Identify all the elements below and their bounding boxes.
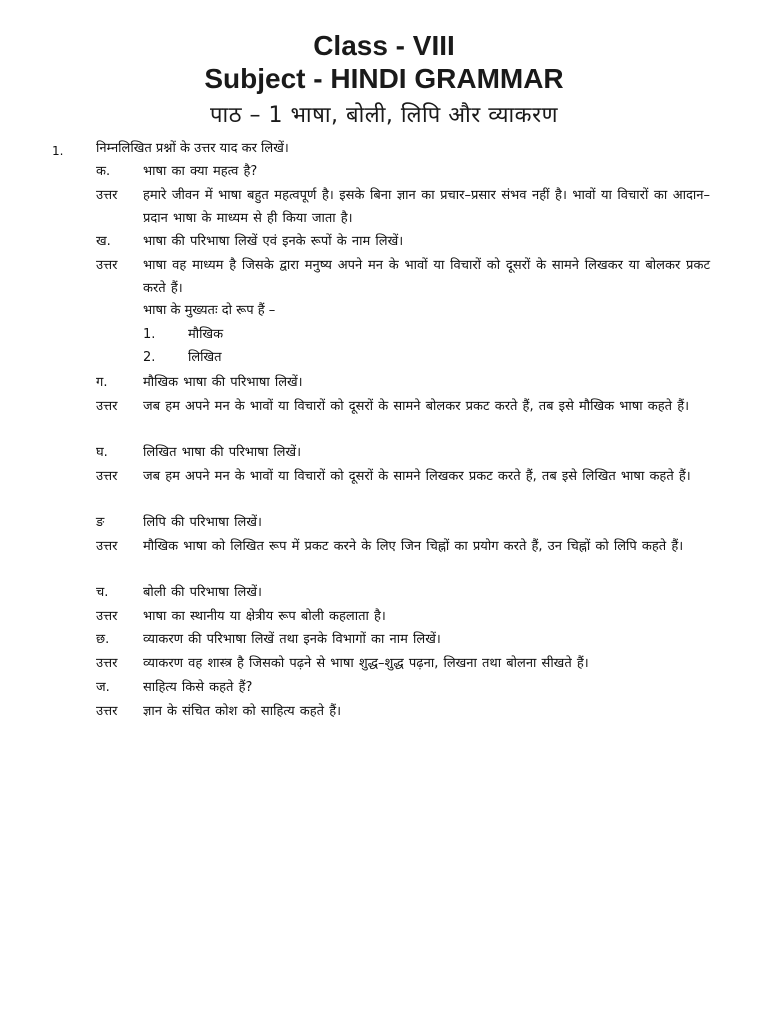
form-number: 1. <box>143 327 156 342</box>
question-instruction: निम्नलिखित प्रश्नों के उत्तर याद कर लिखें। <box>96 141 289 156</box>
question-label: क. <box>96 164 111 179</box>
answer-label: उत्तर <box>96 258 118 273</box>
answer-text: भाषा का स्थानीय या क्षेत्रीय रूप बोली कहलाता है। <box>143 609 386 624</box>
form-number: 2. <box>143 350 156 365</box>
question-label: ज. <box>96 680 110 695</box>
form-name: मौखिक <box>188 327 224 342</box>
class-heading: Class - VIII <box>313 30 455 61</box>
question-text: मौखिक भाषा की परिभाषा लिखें। <box>143 375 303 390</box>
answer-label: उत्तर <box>96 188 118 203</box>
lesson-title: पाठ – 1 भाषा, बोली, लिपि और व्याकरण <box>210 103 558 128</box>
question-number: 1. <box>52 144 64 158</box>
answer-text: ज्ञान के संचित कोश को साहित्य कहते हैं। <box>143 704 342 719</box>
form-name: लिखित <box>188 350 222 365</box>
answer-label: उत्तर <box>96 399 118 414</box>
answer-label: उत्तर <box>96 656 118 671</box>
subject-heading: Subject - HINDI GRAMMAR <box>204 63 564 94</box>
question-text: लिखित भाषा की परिभाषा लिखें। <box>143 445 302 460</box>
answer-text: भाषा वह माध्यम है जिसके द्वारा मनुष्य अपने मन के भावों या विचारों को दूसरों के सामने लिखकर या बोलकर प्रकट करते हैं। <box>143 258 710 296</box>
answer-text: मौखिक भाषा को लिखित रूप में प्रकट करने के लिए जिन चिह्नों का प्रयोग करते हैं, उन चिह्नों को लिपि कहते हैं। <box>143 539 684 554</box>
question-text: लिपि की परिभाषा लिखें। <box>143 515 262 530</box>
question-text: साहित्य किसे कहते हैं? <box>143 680 253 695</box>
answer-label: उत्तर <box>96 704 118 719</box>
question-text: बोली की परिभाषा लिखें। <box>143 585 262 600</box>
answer-label: उत्तर <box>96 469 118 484</box>
answer-text: हमारे जीवन में भाषा बहुत महत्वपूर्ण है। इसके बिना ज्ञान का प्रचार–प्रसार संभव नहीं है। भावों या विचारों का आदान–प्रदान भाषा के माध्यम से ही किया जाता है। <box>143 188 710 226</box>
question-label: छ. <box>96 632 110 647</box>
forms-intro: भाषा के मुख्यतः दो रूप हैं – <box>143 303 276 318</box>
question-label: घ. <box>96 445 108 460</box>
answer-label: उत्तर <box>96 609 118 624</box>
question-text: व्याकरण की परिभाषा लिखें तथा इनके विभागों का नाम लिखें। <box>143 632 441 647</box>
question-label: च. <box>96 585 109 600</box>
question-text: भाषा की परिभाषा लिखें एवं इनके रूपों के नाम लिखें। <box>143 234 404 249</box>
question-label: ङ <box>96 515 105 530</box>
answer-text: जब हम अपने मन के भावों या विचारों को दूसरों के सामने बोलकर प्रकट करते हैं, तब इसे मौखिक भाषा कहते हैं। <box>143 399 690 414</box>
question-label: ग. <box>96 375 108 390</box>
answer-text: जब हम अपने मन के भावों या विचारों को दूसरों के सामने लिखकर प्रकट करते हैं, तब इसे लिखित भाषा कहते हैं। <box>143 469 691 484</box>
question-text: भाषा का क्या महत्व है? <box>143 164 258 179</box>
question-label: ख. <box>96 234 111 249</box>
answer-text: व्याकरण वह शास्त्र है जिसको पढ़ने से भाषा शुद्ध–शुद्ध पढ़ना, लिखना तथा बोलना सीखते हैं। <box>143 656 589 671</box>
answer-label: उत्तर <box>96 539 118 554</box>
